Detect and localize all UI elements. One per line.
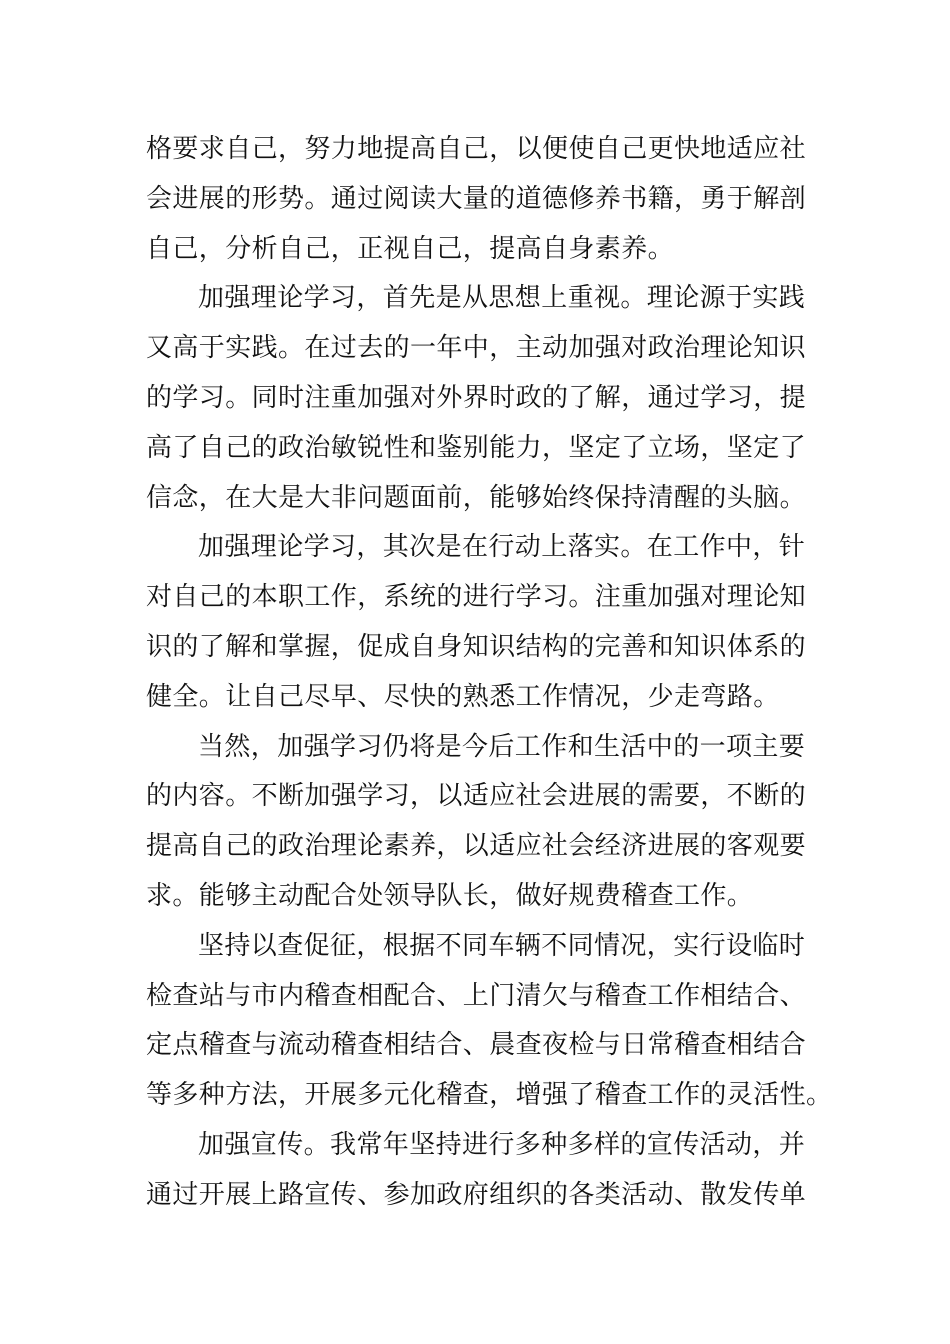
text-line: 通过开展上路宣传、参加政府组织的各类活动、散发传单 [146,1179,807,1210]
text-line: 等多种方法，开展多元化稽查，增强了稽查工作的灵活性。 [146,1080,833,1111]
text-line: 求。能够主动配合处领导队长，做好规费稽查工作。 [146,880,754,911]
text-line: 识的了解和掌握，促成自身知识结构的完善和知识体系的 [146,631,807,662]
text-line: 定点稽查与流动稽查相结合、晨查夜检与日常稽查相结合 [146,1030,807,1061]
paragraph [146,1121,806,1221]
paragraph [146,274,806,523]
text-line: 坚持以查促征，根据不同车辆不同情况，实行设临时 [198,930,806,961]
paragraph [146,723,806,922]
text-line: 自己，分析自己，正视自己，提高自身素养。 [146,233,675,264]
text-line: 的内容。不断加强学习，以适应社会进展的需要，不断的 [146,781,807,812]
paragraph [146,523,806,722]
text-line: 加强宣传。我常年坚持进行多种多样的宣传活动，并 [198,1129,806,1160]
document-body [146,125,833,1221]
paragraph [146,125,806,274]
text-line: 高了自己的政治敏锐性和鉴别能力，坚定了立场，坚定了 [146,432,807,463]
text-line: 加强理论学习，其次是在行动上落实。在工作中，针 [198,532,806,563]
text-line: 当然，加强学习仍将是今后工作和生活中的一项主要 [198,731,806,762]
text-line: 对自己的本职工作，系统的进行学习。注重加强对理论知 [146,582,807,613]
text-line: 检查站与市内稽查相配合、上门清欠与稽查工作相结合、 [146,980,807,1011]
text-line: 提高自己的政治理论素养，以适应社会经济进展的客观要 [146,831,807,862]
text-line: 加强理论学习，首先是从思想上重视。理论源于实践 [198,283,806,314]
text-line: 健全。让自己尽早、尽快的熟悉工作情况，少走弯路。 [146,681,780,712]
text-line: 的学习。同时注重加强对外界时政的了解，通过学习，提 [146,382,807,413]
text-line: 格要求自己，努力地提高自己，以便使自己更快地适应社 [146,134,807,164]
paragraph [146,922,833,1121]
text-line: 信念，在大是大非问题面前，能够始终保持清醒的头脑。 [146,482,807,513]
text-line: 又高于实践。在过去的一年中，主动加强对政治理论知识 [146,333,807,364]
text-line: 会进展的形势。通过阅读大量的道德修养书籍，勇于解剖 [146,183,807,214]
